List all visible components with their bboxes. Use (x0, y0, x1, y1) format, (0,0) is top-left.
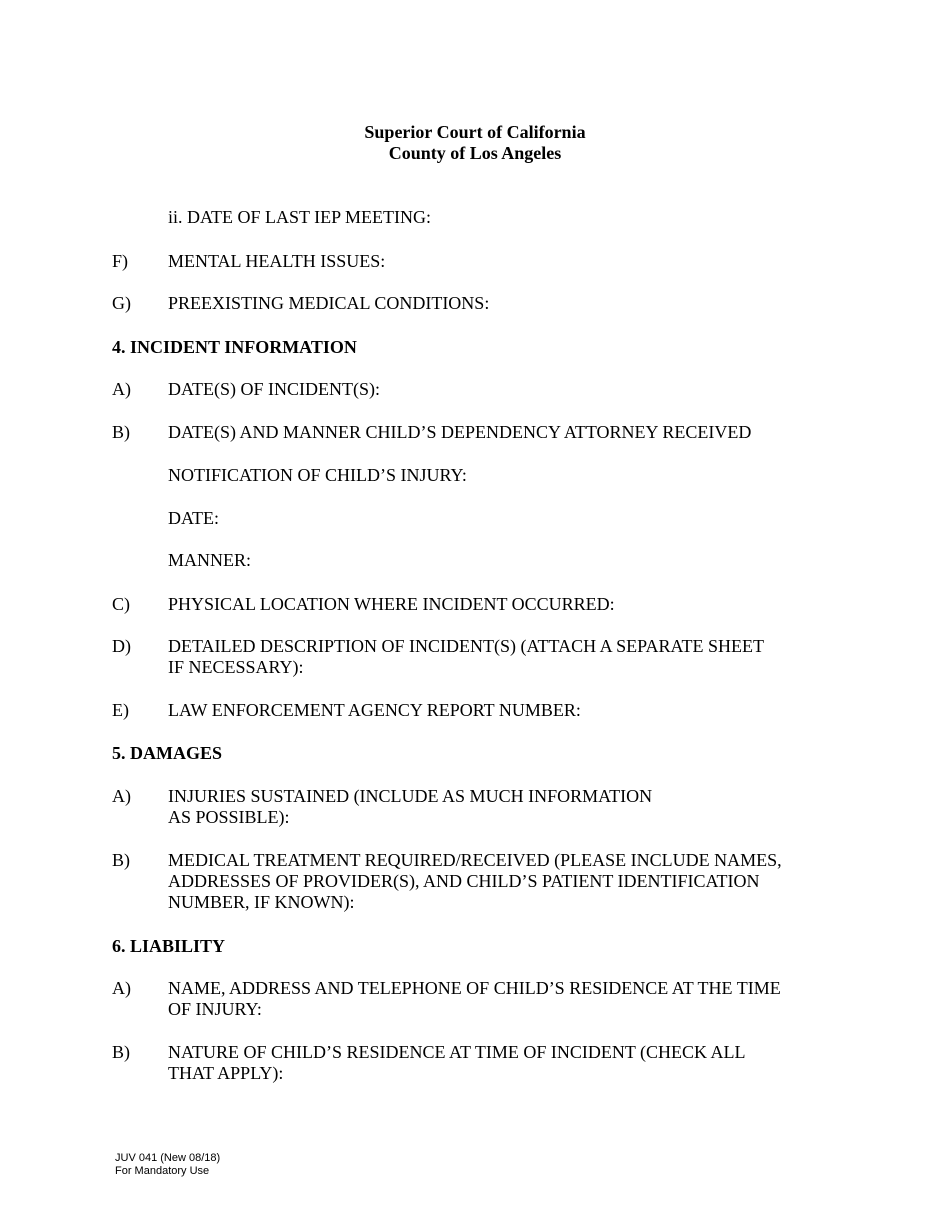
item-letter: A) (112, 379, 131, 399)
item-text: MANNER: (168, 550, 252, 570)
item-letter: B) (112, 1042, 130, 1062)
form-footer (115, 1152, 220, 1178)
item-text: IF NECESSARY): (168, 657, 304, 677)
item-letter: B) (112, 850, 130, 870)
item-letter: A) (112, 786, 131, 806)
court-header (0, 122, 950, 164)
item-text: PHYSICAL LOCATION WHERE INCIDENT OCCURRED: (168, 594, 615, 614)
item-letter: A) (112, 978, 131, 998)
item-text: MEDICAL TREATMENT REQUIRED/RECEIVED (PLEASE INCLUDE NAMES, (168, 850, 782, 870)
item-text: PREEXISTING MEDICAL CONDITIONS: (168, 293, 490, 313)
item-letter: F) (112, 251, 129, 271)
item-text: DETAILED DESCRIPTION OF INCIDENT(S) (ATTACH A SEPARATE SHEET (168, 636, 764, 656)
court-name: Superior Court of California (364, 122, 586, 142)
item-text: DATE(S) OF INCIDENT(S): (168, 379, 380, 399)
item-text: THAT APPLY): (168, 1063, 284, 1083)
item-text: ii. DATE OF LAST IEP MEETING: (168, 207, 431, 227)
item-text: NOTIFICATION OF CHILD’S INJURY: (168, 465, 467, 485)
item-text: INJURIES SUSTAINED (INCLUDE AS MUCH INFORMATION (168, 786, 653, 806)
item-text: NAME, ADDRESS AND TELEPHONE OF CHILD’S RESIDENCE AT THE TIME (168, 978, 781, 998)
section-title-damages: 5. DAMAGES (112, 743, 223, 763)
item-text: DATE: (168, 508, 219, 528)
form-number: JUV 041 (New 08/18) (115, 1152, 221, 1164)
item-text: LAW ENFORCEMENT AGENCY REPORT NUMBER: (168, 700, 581, 720)
section-title-liability: 6. LIABILITY (112, 936, 226, 956)
item-text: NATURE OF CHILD’S RESIDENCE AT TIME OF INCIDENT (CHECK ALL (168, 1042, 746, 1062)
item-text: DATE(S) AND MANNER CHILD’S DEPENDENCY ATTORNEY RECEIVED (168, 422, 752, 442)
item-letter: G) (112, 293, 131, 313)
item-text: AS POSSIBLE): (168, 807, 290, 827)
item-letter: C) (112, 594, 130, 614)
item-letter: D) (112, 636, 131, 656)
county-name: County of Los Angeles (388, 143, 562, 163)
item-letter: E) (112, 700, 129, 720)
form-usage: For Mandatory Use (115, 1165, 210, 1177)
section-title-incident: 4. INCIDENT INFORMATION (112, 337, 357, 357)
item-text: NUMBER, IF KNOWN): (168, 892, 355, 912)
item-text: ADDRESSES OF PROVIDER(S), AND CHILD’S PATIENT IDENTIFICATION (168, 871, 760, 891)
item-letter: B) (112, 422, 130, 442)
item-text: OF INJURY: (168, 999, 262, 1019)
item-text: MENTAL HEALTH ISSUES: (168, 251, 386, 271)
